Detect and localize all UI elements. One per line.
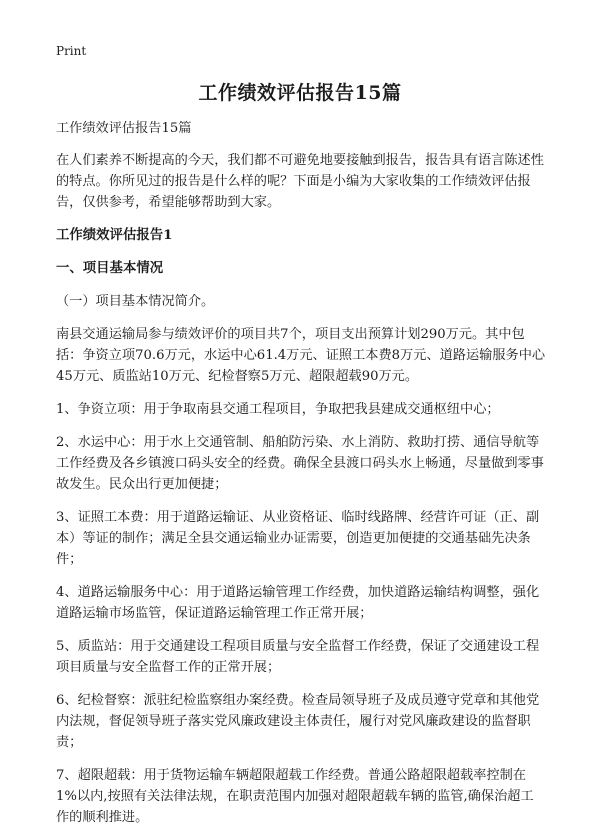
document-subtitle: 工作绩效评估报告15篇 — [56, 121, 192, 136]
list-item: 2、水运中心：用于水上交通管制、船舶防污染、水上消防、救助打捞、通信导航等工作经费及各乡镇渡口码头安全的经费。确保全县渡口码头水上畅通，尽量做到零事故发生。民众出行更加便捷； — [56, 435, 544, 492]
list-item: 5、质监站：用于交通建设工程项目质量与安全监督工作经费，保证了交通建设工程项目质量与安全监督工作的正常开展； — [56, 639, 540, 675]
document-title: 工作绩效评估报告15篇 — [198, 82, 402, 104]
intro-paragraph: 在人们素养不断提高的今天，我们都不可避免地要接触到报告，报告具有语言陈述性的特点。你所见过的报告是什么样的呢？下面是小编为大家收集的工作绩效评估报告，仅供参考，希望能够帮助到大家。 — [56, 153, 544, 210]
list-item: 1、争资立项：用于争取南县交通工程项目，争取把我县建成交通枢纽中心； — [56, 402, 500, 417]
list-item: 6、纪检督察：派驻纪检监察组办案经费。检查局领导班子及成员遵守党章和其他党内法规，督促领导班子落实党风廉政建设主体责任，履行对党风廉政建设的监督职责； — [56, 693, 540, 750]
list-item: 4、道路运输服务中心：用于道路运输管理工作经费，加快道路运输结构调整，强化道路运输市场监管，保证道路运输管理工作正常开展； — [56, 585, 540, 621]
overview-paragraph: 南县交通运输局参与绩效评价的项目共7个，项目支出预算计划290万元。其中包括：争资立项70.6万元，水运中心61.4万元、证照工本费8万元、道路运输服务中心45万元、质监站10万元、纪检督察5万元、超限超载90万元。 — [56, 327, 546, 384]
list-item: 7、超限超载：用于货物运输车辆超限超载工作经费。普通公路超限超载率控制在1%以内,按照有关法律法规，在职责范围内加强对超限超载车辆的监管,确保治超工作的顺利推进。 — [56, 768, 534, 825]
print-label[interactable]: Print — [56, 44, 87, 58]
list-item: 3、证照工本费：用于道路运输证、从业资格证、临时线路牌、经营许可证（正、副本）等证的制作；满足全县交通运输业办证需要，创造更加便捷的交通基础先决条件； — [56, 510, 540, 567]
document-body — [56, 118, 546, 840]
subsection-heading: （一）项目基本情况简介。 — [56, 294, 215, 309]
part-heading: 一、项目基本情况 — [56, 260, 164, 276]
section-heading: 工作绩效评估报告1 — [56, 227, 173, 243]
